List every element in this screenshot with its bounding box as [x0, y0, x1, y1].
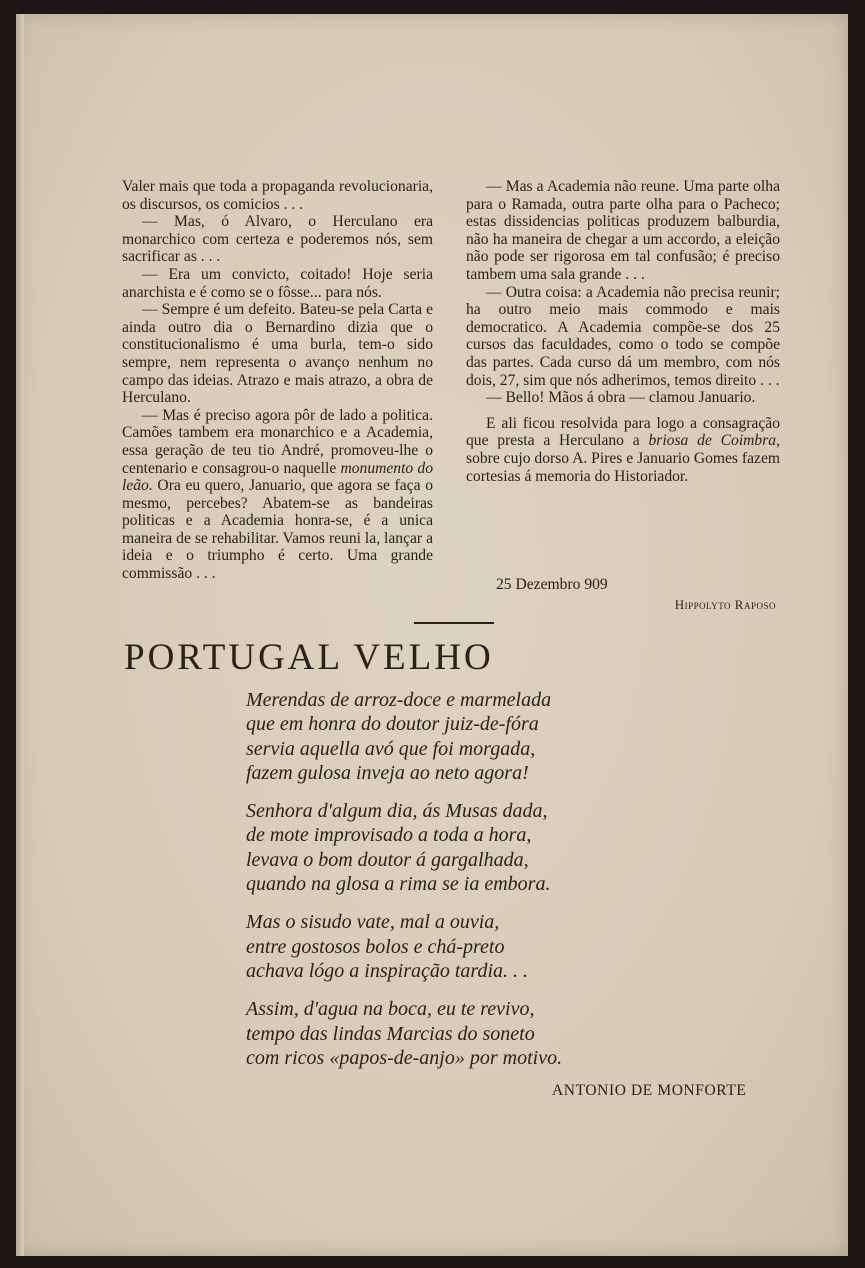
paragraph-text: — Mas é preciso agora pôr de lado a politica. Camões tambem era monarchico e a Academia, essa geração de teu tio André, promoveu-lhe o centenario e consagrou-o naquelle — [122, 406, 433, 477]
paragraph-text: E ali ficou resolvida para logo a consagração que presta a Herculano a — [466, 414, 780, 450]
paragraph: — Outra coisa: a Academia não precisa reunir; ha outro meio mais commodo e mais democratico. A Academia compõe-se dos 25 cursos das faculdades, como o todo se compõe das partes. Cada curso dá um membro, com nós dois, 27, sim que nós adherimos, temos direito . . . — [466, 283, 780, 389]
poem-line: servia aquella avó que foi morgada, — [246, 737, 536, 760]
poem-stanza — [246, 910, 562, 983]
paragraph: — Era um convicto, coitado! Hoje seria anarchista e é como se o fôsse... para nós. — [122, 265, 433, 301]
poem-line: de mote improvisado a toda a hora, — [246, 824, 532, 847]
poem-line: levava o bom doutor á gargalhada, — [246, 848, 529, 871]
italic-phrase: briosa de Coimbra, — [648, 432, 780, 450]
paragraph — [466, 415, 780, 485]
paragraph-text: Ora eu quero, Januario, que agora se faça o mesmo, percebes? Abatem-se as bandeiras politicas e a Academia honra-se, é a unica maneira de se rehabilitar. Vamos reuni la, lançar a ideia e o triumpho é certo. Uma grande commissão . . . — [122, 477, 433, 583]
poem-line: achava lógo a inspiração tardia. . . — [246, 959, 529, 982]
poem-stanza — [246, 997, 562, 1070]
poem-title: PORTUGAL VELHO — [124, 637, 494, 678]
left-column — [122, 178, 433, 583]
article-date: 25 Dezembro 909 — [496, 576, 608, 593]
poem-line: Senhora d'algum dia, ás Musas dada, — [246, 800, 548, 823]
poem — [246, 688, 562, 1084]
paragraph-text: sobre cujo dorso A. Pires e Januario Gomes fazem cortesias á memoria do Historiador. — [466, 449, 780, 485]
poem-stanza — [246, 799, 562, 896]
paragraph: — Mas a Academia não reune. Uma parte olha para o Ramada, outra parte olha para o Pacheco; estas dissidencias politicas produzem balburdia, não ha maneira de chegar a um accordo, a eleição não pode ser rigorosa em tal confusão; é preciso tambem uma sala grande . . . — [466, 178, 780, 283]
poem-line: fazem gulosa inveja ao neto agora! — [246, 761, 529, 784]
page-edge — [16, 14, 24, 1256]
section-divider — [414, 622, 494, 624]
poem-line: Assim, d'agua na boca, eu te revivo, — [246, 998, 535, 1021]
paragraph: — Sempre é um defeito. Bateu-se pela Carta e ainda outro dia o Bernardino dizia que o constitucionalismo é uma burla, tem-o sido sempre, nem representa o avanço nenhum no campo das ideias. Atrazo e mais atrazo, a obra de Herculano. — [122, 301, 433, 407]
poem-line: tempo das lindas Marcias do soneto — [246, 1022, 535, 1045]
paragraph: — Mas, ó Alvaro, o Herculano era monarchico com certeza e poderemos nós, sem sacrificar as . . . — [122, 213, 433, 266]
poem-line: Mas o sisudo vate, mal a ouvia, — [246, 911, 500, 934]
paragraph — [122, 407, 433, 583]
poem-line: Merendas de arroz-doce e marmelada — [246, 689, 552, 711]
right-column — [466, 178, 780, 485]
paragraph: Valer mais que toda a propaganda revolucionaria, os discursos, os comicios . . . — [122, 178, 433, 213]
poem-line: com ricos «papos-de-anjo» por motivo. — [246, 1046, 563, 1069]
poem-line: que em honra do doutor juiz-de-fóra — [246, 713, 539, 736]
poem-stanza — [246, 688, 562, 785]
italic-phrase: monumento do leão. — [122, 459, 433, 495]
poem-author: ANTONIO DE MONFORTE — [552, 1082, 747, 1099]
poem-line: entre gostosos bolos e chá-preto — [246, 935, 505, 958]
article-author: Hippolyto Raposo — [674, 597, 776, 612]
paragraph: — Bello! Mãos á obra — clamou Januario. — [486, 389, 756, 407]
poem-line: quando na glosa a rima se ia embora. — [246, 873, 551, 896]
